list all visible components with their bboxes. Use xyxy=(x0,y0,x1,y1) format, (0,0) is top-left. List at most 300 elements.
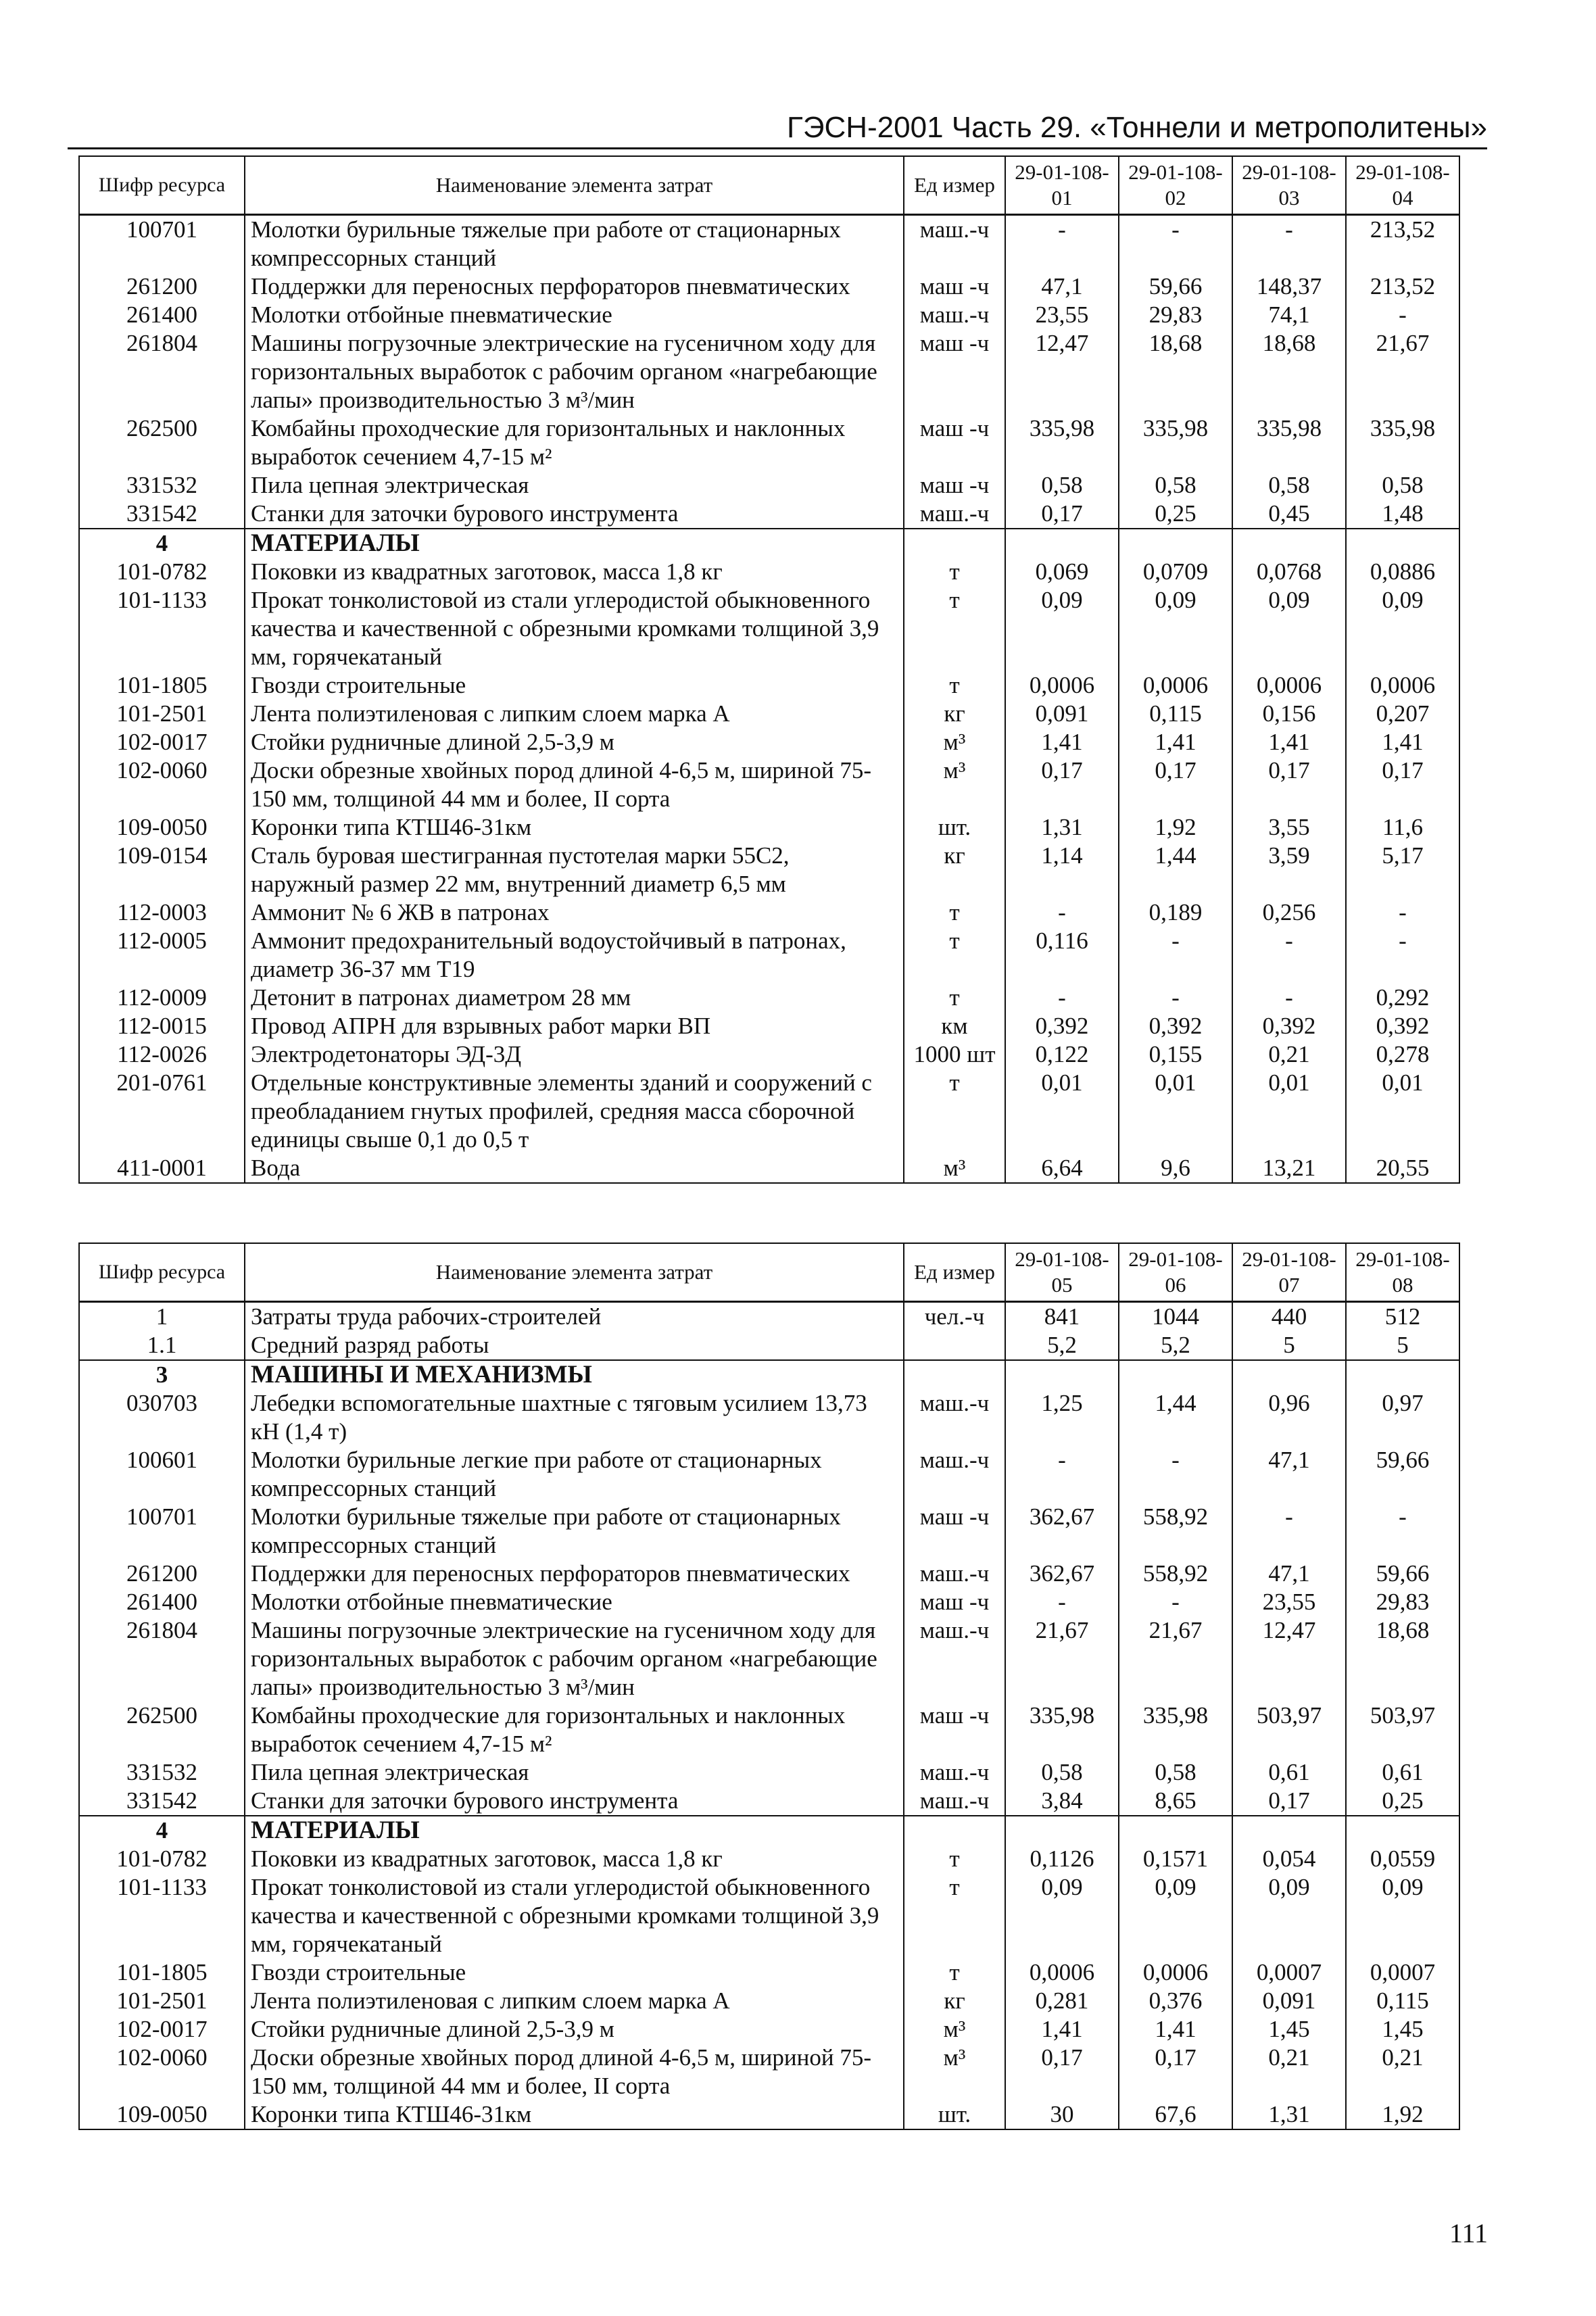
table-row xyxy=(79,558,1459,586)
norm-value-cell: 0,115 xyxy=(1346,1987,1459,2015)
norm-value-cell: 0,069 xyxy=(1005,558,1119,586)
norm-value-cell: 18,68 xyxy=(1346,1616,1459,1702)
norm-value-cell xyxy=(1346,1816,1459,1845)
norm-value-cell: 0,09 xyxy=(1005,586,1119,671)
norm-value-cell: - xyxy=(1232,1503,1346,1560)
norm-value-cell: 0,01 xyxy=(1005,1069,1119,1154)
norm-value-cell: 0,61 xyxy=(1346,1758,1459,1787)
resource-code-cell: 201-0761 xyxy=(79,1069,245,1154)
resource-name-cell: Пила цепная электрическая xyxy=(245,471,904,500)
norm-value-cell: 0,21 xyxy=(1346,2044,1459,2100)
norm-value-cell: 0,0006 xyxy=(1119,1958,1232,1987)
unit-cell: т xyxy=(904,1873,1005,1958)
norm-value-cell: 29,83 xyxy=(1346,1588,1459,1616)
resource-name-cell: Провод АПРН для взрывных работ марки ВП xyxy=(245,1012,904,1040)
resource-code-cell: 411-0001 xyxy=(79,1154,245,1183)
resource-code-cell: 331532 xyxy=(79,471,245,500)
table-row xyxy=(79,927,1459,984)
norm-value-cell: 12,47 xyxy=(1232,1616,1346,1702)
norm-value-cell: 1,45 xyxy=(1346,2015,1459,2044)
column-header-norm-3: 29-01-108-03 xyxy=(1232,156,1346,215)
unit-cell: т xyxy=(904,586,1005,671)
unit-cell: маш -ч xyxy=(904,471,1005,500)
norm-value-cell: 0,17 xyxy=(1119,756,1232,813)
resource-name-cell: Затраты труда рабочих-строителей xyxy=(245,1302,904,1332)
norm-value-cell: 13,21 xyxy=(1232,1154,1346,1183)
table-row xyxy=(79,272,1459,301)
unit-cell: маш.-ч xyxy=(904,301,1005,329)
resource-code-cell: 109-0154 xyxy=(79,842,245,898)
resource-code-cell: 331532 xyxy=(79,1758,245,1787)
column-header-unit: Ед измер xyxy=(904,1243,1005,1302)
norm-value-cell: 9,6 xyxy=(1119,1154,1232,1183)
table-row xyxy=(79,2044,1459,2100)
norm-value-cell: 0,1126 xyxy=(1005,1845,1119,1873)
resource-code-cell: 112-0009 xyxy=(79,984,245,1012)
norm-value-cell: 335,98 xyxy=(1005,1702,1119,1758)
unit-cell: маш.-ч xyxy=(904,1389,1005,1446)
norm-value-cell: 20,55 xyxy=(1346,1154,1459,1183)
column-header-norm-6: 29-01-108-06 xyxy=(1119,1243,1232,1302)
norm-value-cell: 0,0007 xyxy=(1232,1958,1346,1987)
resource-code-cell: 112-0005 xyxy=(79,927,245,984)
resource-table-1 xyxy=(78,155,1460,1184)
table-row xyxy=(79,728,1459,756)
norm-value-cell xyxy=(1005,1360,1119,1389)
norm-value-cell: 0,45 xyxy=(1232,500,1346,529)
norm-value-cell: 0,392 xyxy=(1346,1012,1459,1040)
resource-code-cell: 101-2501 xyxy=(79,700,245,728)
norm-value-cell: 1,31 xyxy=(1005,813,1119,842)
resource-code-cell: 112-0015 xyxy=(79,1012,245,1040)
norm-value-cell: 1,14 xyxy=(1005,842,1119,898)
norm-value-cell: 74,1 xyxy=(1232,301,1346,329)
norm-value-cell: 0,0006 xyxy=(1346,671,1459,700)
norm-value-cell: 59,66 xyxy=(1346,1560,1459,1588)
table-row xyxy=(79,1154,1459,1183)
resource-code-cell: 1 xyxy=(79,1302,245,1332)
norm-value-cell: 1,41 xyxy=(1346,728,1459,756)
resource-name-cell: Поковки из квадратных заготовок, масса 1,8 кг xyxy=(245,558,904,586)
resource-code-cell: 109-0050 xyxy=(79,813,245,842)
norm-value-cell: 0,96 xyxy=(1232,1389,1346,1446)
resource-name-cell: Прокат тонколистовой из стали углеродистой обыкновенного качества и качественной с обрезными кромками толщиной 3,9 мм, горячекатаный xyxy=(245,1873,904,1958)
table-row xyxy=(79,984,1459,1012)
norm-value-cell: 1,31 xyxy=(1232,2100,1346,2129)
norm-value-cell: 0,21 xyxy=(1232,2044,1346,2100)
table-row xyxy=(79,1040,1459,1069)
norm-value-cell: - xyxy=(1005,215,1119,273)
norm-value-cell: 213,52 xyxy=(1346,272,1459,301)
norm-value-cell: 0,58 xyxy=(1005,1758,1119,1787)
resource-code-cell: 4 xyxy=(79,529,245,558)
resource-code-cell: 101-2501 xyxy=(79,1987,245,2015)
resource-code-cell: 262500 xyxy=(79,414,245,471)
resource-name-cell: Гвозди строительные xyxy=(245,1958,904,1987)
norm-value-cell: 0,281 xyxy=(1005,1987,1119,2015)
resource-name-cell: Аммонит предохранительный водоустойчивый в патронах, диаметр 36-37 мм Т19 xyxy=(245,927,904,984)
unit-cell xyxy=(904,1360,1005,1389)
column-header-norm-1: 29-01-108-01 xyxy=(1005,156,1119,215)
resource-code-cell: 100701 xyxy=(79,215,245,273)
page-number: 111 xyxy=(1449,2218,1488,2248)
table-row xyxy=(79,1588,1459,1616)
norm-value-cell: 0,116 xyxy=(1005,927,1119,984)
norm-value-cell: 0,189 xyxy=(1119,898,1232,927)
resource-code-cell: 101-1805 xyxy=(79,1958,245,1987)
section-row xyxy=(79,1360,1459,1389)
norm-value-cell: 1,41 xyxy=(1119,728,1232,756)
unit-cell: т xyxy=(904,898,1005,927)
table-row xyxy=(79,215,1459,273)
column-header-name: Наименование элемента затрат xyxy=(245,1243,904,1302)
column-header-norm-8: 29-01-108-08 xyxy=(1346,1243,1459,1302)
norm-value-cell: 0,01 xyxy=(1346,1069,1459,1154)
resource-code-cell: 102-0060 xyxy=(79,2044,245,2100)
norm-value-cell xyxy=(1119,1360,1232,1389)
unit-cell: кг xyxy=(904,1987,1005,2015)
table-row xyxy=(79,500,1459,529)
table-row xyxy=(79,1389,1459,1446)
unit-cell: м³ xyxy=(904,2015,1005,2044)
norm-value-cell: 0,09 xyxy=(1119,1873,1232,1958)
norm-value-cell: 362,67 xyxy=(1005,1560,1119,1588)
table-row xyxy=(79,1758,1459,1787)
resource-code-cell: 261200 xyxy=(79,1560,245,1588)
norm-value-cell: 0,58 xyxy=(1005,471,1119,500)
resource-name-cell: Лента полиэтиленовая с липким слоем марка А xyxy=(245,700,904,728)
norm-value-cell: - xyxy=(1005,1588,1119,1616)
norm-value-cell: 0,58 xyxy=(1119,471,1232,500)
resource-name-cell: Электродетонаторы ЭД-3Д xyxy=(245,1040,904,1069)
resource-name-cell: Отдельные конструктивные элементы зданий и сооружений с преобладанием гнутых профилей, средняя масса сборочной единицы свыше 0,1 до 0,5 т xyxy=(245,1069,904,1154)
norm-value-cell: 362,67 xyxy=(1005,1503,1119,1560)
norm-value-cell: 0,0006 xyxy=(1005,671,1119,700)
norm-value-cell: 0,207 xyxy=(1346,700,1459,728)
norm-value-cell: - xyxy=(1119,1446,1232,1503)
resource-name-cell: Вода xyxy=(245,1154,904,1183)
norm-value-cell: 0,01 xyxy=(1232,1069,1346,1154)
resource-code-cell: 4 xyxy=(79,1816,245,1845)
norm-value-cell: 0,392 xyxy=(1119,1012,1232,1040)
norm-value-cell: 335,98 xyxy=(1119,414,1232,471)
norm-value-cell: 440 xyxy=(1232,1302,1346,1332)
unit-cell: чел.-ч xyxy=(904,1302,1005,1332)
resource-name-cell: Молотки отбойные пневматические xyxy=(245,1588,904,1616)
norm-value-cell: - xyxy=(1346,301,1459,329)
norm-value-cell: 213,52 xyxy=(1346,215,1459,273)
section-row xyxy=(79,1816,1459,1845)
norm-value-cell: 335,98 xyxy=(1232,414,1346,471)
unit-cell: маш.-ч xyxy=(904,1787,1005,1816)
norm-value-cell: 47,1 xyxy=(1005,272,1119,301)
norm-value-cell: 18,68 xyxy=(1232,329,1346,414)
resource-code-cell: 101-1133 xyxy=(79,1873,245,1958)
resource-code-cell: 101-0782 xyxy=(79,1845,245,1873)
norm-value-cell: 0,17 xyxy=(1005,756,1119,813)
resource-name-cell: Молотки отбойные пневматические xyxy=(245,301,904,329)
norm-value-cell: 5,2 xyxy=(1119,1331,1232,1360)
unit-cell: маш.-ч xyxy=(904,215,1005,273)
table-row xyxy=(79,1331,1459,1360)
table-row xyxy=(79,1446,1459,1503)
resource-name-cell: Детонит в патронах диаметром 28 мм xyxy=(245,984,904,1012)
table-row xyxy=(79,898,1459,927)
norm-value-cell: 0,122 xyxy=(1005,1040,1119,1069)
norm-value-cell: 0,091 xyxy=(1005,700,1119,728)
norm-value-cell: 30 xyxy=(1005,2100,1119,2129)
resource-code-cell: 261400 xyxy=(79,1588,245,1616)
norm-value-cell: 1,44 xyxy=(1119,1389,1232,1446)
resource-name-cell: Стойки рудничные длиной 2,5-3,9 м xyxy=(245,728,904,756)
norm-value-cell: 0,376 xyxy=(1119,1987,1232,2015)
norm-value-cell: 0,054 xyxy=(1232,1845,1346,1873)
norm-value-cell: 0,292 xyxy=(1346,984,1459,1012)
unit-cell: маш -ч xyxy=(904,1702,1005,1758)
norm-value-cell xyxy=(1005,1816,1119,1845)
resource-code-cell: 262500 xyxy=(79,1702,245,1758)
norm-value-cell: 0,0709 xyxy=(1119,558,1232,586)
unit-cell: т xyxy=(904,927,1005,984)
norm-value-cell: 0,17 xyxy=(1119,2044,1232,2100)
norm-value-cell: 67,6 xyxy=(1119,2100,1232,2129)
norm-value-cell: 0,0006 xyxy=(1119,671,1232,700)
resource-code-cell: 3 xyxy=(79,1360,245,1389)
table-row xyxy=(79,813,1459,842)
table-row xyxy=(79,1560,1459,1588)
norm-value-cell: - xyxy=(1346,898,1459,927)
resource-code-cell: 1.1 xyxy=(79,1331,245,1360)
resource-name-cell: Сталь буровая шестигранная пустотелая марки 55С2, наружный размер 22 мм, внутренний диаметр 6,5 мм xyxy=(245,842,904,898)
unit-cell: маш.-ч xyxy=(904,1560,1005,1588)
norm-value-cell: 6,64 xyxy=(1005,1154,1119,1183)
norm-value-cell: 21,67 xyxy=(1005,1616,1119,1702)
table-row xyxy=(79,301,1459,329)
unit-cell: км xyxy=(904,1012,1005,1040)
norm-value-cell: 21,67 xyxy=(1346,329,1459,414)
norm-value-cell: 1,41 xyxy=(1232,728,1346,756)
norm-value-cell: 0,392 xyxy=(1232,1012,1346,1040)
norm-value-cell: 3,84 xyxy=(1005,1787,1119,1816)
norm-value-cell: - xyxy=(1119,1588,1232,1616)
resource-name-cell: Машины погрузочные электрические на гусеничном ходу для горизонтальных выработок с рабочим органом «нагребающие лапы» производительностью 3 м³/мин xyxy=(245,1616,904,1702)
norm-value-cell: - xyxy=(1346,927,1459,984)
resource-name-cell: Гвозди строительные xyxy=(245,671,904,700)
norm-value-cell: 0,091 xyxy=(1232,1987,1346,2015)
resource-code-cell: 101-1133 xyxy=(79,586,245,671)
unit-cell: т xyxy=(904,558,1005,586)
norm-value-cell: 47,1 xyxy=(1232,1446,1346,1503)
norm-value-cell: 0,09 xyxy=(1232,1873,1346,1958)
resource-name-cell: Лебедки вспомогательные шахтные с тяговым усилием 13,73 кН (1,4 т) xyxy=(245,1389,904,1446)
norm-value-cell: 335,98 xyxy=(1005,414,1119,471)
resource-name-cell: Коронки типа КТШ46-31км xyxy=(245,2100,904,2129)
column-header-code: Шифр ресурса xyxy=(79,1243,245,1302)
unit-cell: маш -ч xyxy=(904,414,1005,471)
norm-value-cell: 5,2 xyxy=(1005,1331,1119,1360)
unit-cell: маш.-ч xyxy=(904,1758,1005,1787)
norm-value-cell: 59,66 xyxy=(1119,272,1232,301)
norm-value-cell: 0,17 xyxy=(1232,756,1346,813)
table-header-row xyxy=(79,1243,1459,1302)
resource-name-cell: Коронки типа КТШ46-31км xyxy=(245,813,904,842)
unit-cell xyxy=(904,1331,1005,1360)
unit-cell: кг xyxy=(904,700,1005,728)
norm-value-cell: 0,58 xyxy=(1119,1758,1232,1787)
table-row xyxy=(79,1503,1459,1560)
norm-value-cell: 1,41 xyxy=(1005,2015,1119,2044)
norm-value-cell: 148,37 xyxy=(1232,272,1346,301)
unit-cell xyxy=(904,529,1005,558)
resource-name-cell: Лента полиэтиленовая с липким слоем марка А xyxy=(245,1987,904,2015)
norm-value-cell: 1,45 xyxy=(1232,2015,1346,2044)
resource-code-cell: 261200 xyxy=(79,272,245,301)
resource-name-cell: Стойки рудничные длиной 2,5-3,9 м xyxy=(245,2015,904,2044)
norm-value-cell: 21,67 xyxy=(1119,1616,1232,1702)
table-row xyxy=(79,700,1459,728)
resource-name-cell: Аммонит № 6 ЖВ в патронах xyxy=(245,898,904,927)
unit-cell: маш.-ч xyxy=(904,1616,1005,1702)
norm-value-cell: 335,98 xyxy=(1346,414,1459,471)
resource-table-2 xyxy=(78,1243,1460,2130)
norm-value-cell: 12,47 xyxy=(1005,329,1119,414)
norm-value-cell: - xyxy=(1005,1446,1119,1503)
table-row xyxy=(79,842,1459,898)
norm-value-cell: 0,156 xyxy=(1232,700,1346,728)
norm-value-cell: 0,256 xyxy=(1232,898,1346,927)
norm-value-cell: 0,09 xyxy=(1119,586,1232,671)
norm-value-cell xyxy=(1005,529,1119,558)
unit-cell: маш.-ч xyxy=(904,1446,1005,1503)
column-header-code: Шифр ресурса xyxy=(79,156,245,215)
unit-cell: м³ xyxy=(904,1154,1005,1183)
table-row xyxy=(79,1873,1459,1958)
norm-value-cell: - xyxy=(1119,927,1232,984)
norm-value-cell: 0,17 xyxy=(1232,1787,1346,1816)
table-row xyxy=(79,1069,1459,1154)
table-row xyxy=(79,471,1459,500)
norm-value-cell: - xyxy=(1119,215,1232,273)
norm-value-cell: 0,278 xyxy=(1346,1040,1459,1069)
unit-cell: 1000 шт xyxy=(904,1040,1005,1069)
table-row xyxy=(79,329,1459,414)
resource-code-cell: 100601 xyxy=(79,1446,245,1503)
resource-code-cell: 102-0060 xyxy=(79,756,245,813)
resource-name-cell: Средний разряд работы xyxy=(245,1331,904,1360)
resource-code-cell: 261804 xyxy=(79,329,245,414)
norm-value-cell: 1,25 xyxy=(1005,1389,1119,1446)
norm-value-cell: 0,58 xyxy=(1232,471,1346,500)
table-row xyxy=(79,1787,1459,1816)
norm-value-cell: 3,55 xyxy=(1232,813,1346,842)
resource-name-cell: Молотки бурильные легкие при работе от стационарных компрессорных станций xyxy=(245,1446,904,1503)
norm-value-cell: 0,21 xyxy=(1232,1040,1346,1069)
norm-value-cell: 0,0006 xyxy=(1232,671,1346,700)
norm-value-cell: 503,97 xyxy=(1346,1702,1459,1758)
resource-name-cell: Комбайны проходческие для горизонтальных и наклонных выработок сечением 4,7-15 м² xyxy=(245,414,904,471)
resource-code-cell: 100701 xyxy=(79,1503,245,1560)
page-header xyxy=(68,107,1487,149)
resource-name-cell: МАТЕРИАЛЫ xyxy=(245,1816,904,1845)
norm-value-cell: - xyxy=(1232,215,1346,273)
unit-cell xyxy=(904,1816,1005,1845)
norm-value-cell: 0,25 xyxy=(1119,500,1232,529)
column-header-norm-2: 29-01-108-02 xyxy=(1119,156,1232,215)
norm-value-cell xyxy=(1232,529,1346,558)
norm-value-cell: - xyxy=(1346,1503,1459,1560)
unit-cell: кг xyxy=(904,842,1005,898)
norm-value-cell: 1,92 xyxy=(1346,2100,1459,2129)
norm-value-cell: 558,92 xyxy=(1119,1503,1232,1560)
norm-value-cell: 1,41 xyxy=(1119,2015,1232,2044)
table-row xyxy=(79,756,1459,813)
unit-cell: маш.-ч xyxy=(904,500,1005,529)
resource-name-cell: Поковки из квадратных заготовок, масса 1,8 кг xyxy=(245,1845,904,1873)
resource-name-cell: Молотки бурильные тяжелые при работе от стационарных компрессорных станций xyxy=(245,215,904,273)
norm-value-cell xyxy=(1346,529,1459,558)
norm-value-cell xyxy=(1119,529,1232,558)
norm-value-cell: 0,01 xyxy=(1119,1069,1232,1154)
column-header-norm-7: 29-01-108-07 xyxy=(1232,1243,1346,1302)
norm-value-cell: 0,09 xyxy=(1005,1873,1119,1958)
norm-value-cell: 18,68 xyxy=(1119,329,1232,414)
norm-value-cell: 3,59 xyxy=(1232,842,1346,898)
table-row xyxy=(79,586,1459,671)
norm-value-cell: 0,1571 xyxy=(1119,1845,1232,1873)
section-row xyxy=(79,529,1459,558)
resource-name-cell: Станки для заточки бурового инструмента xyxy=(245,1787,904,1816)
norm-value-cell: 29,83 xyxy=(1119,301,1232,329)
norm-value-cell: 0,09 xyxy=(1346,586,1459,671)
table-row xyxy=(79,1012,1459,1040)
resource-code-cell: 101-1805 xyxy=(79,671,245,700)
table-body xyxy=(79,1302,1459,2130)
unit-cell: шт. xyxy=(904,813,1005,842)
resource-code-cell: 112-0026 xyxy=(79,1040,245,1069)
norm-value-cell: 0,17 xyxy=(1346,756,1459,813)
norm-value-cell: - xyxy=(1005,984,1119,1012)
norm-value-cell: 0,09 xyxy=(1346,1873,1459,1958)
resource-code-cell: 109-0050 xyxy=(79,2100,245,2129)
norm-value-cell: 503,97 xyxy=(1232,1702,1346,1758)
resource-name-cell: МАТЕРИАЛЫ xyxy=(245,529,904,558)
norm-value-cell: - xyxy=(1232,984,1346,1012)
norm-value-cell xyxy=(1346,1360,1459,1389)
norm-value-cell: 1,44 xyxy=(1119,842,1232,898)
norm-value-cell: 0,25 xyxy=(1346,1787,1459,1816)
table-row xyxy=(79,1616,1459,1702)
table-row xyxy=(79,1702,1459,1758)
norm-value-cell: 0,61 xyxy=(1232,1758,1346,1787)
table-body xyxy=(79,215,1459,1184)
unit-cell: т xyxy=(904,984,1005,1012)
resource-name-cell: Комбайны проходческие для горизонтальных и наклонных выработок сечением 4,7-15 м² xyxy=(245,1702,904,1758)
norm-value-cell: 1,41 xyxy=(1005,728,1119,756)
resource-code-cell: 331542 xyxy=(79,500,245,529)
unit-cell: маш -ч xyxy=(904,1503,1005,1560)
unit-cell: маш -ч xyxy=(904,329,1005,414)
norm-value-cell: 0,115 xyxy=(1119,700,1232,728)
unit-cell: маш -ч xyxy=(904,1588,1005,1616)
resource-code-cell: 261400 xyxy=(79,301,245,329)
norm-value-cell: 0,09 xyxy=(1232,586,1346,671)
norm-value-cell: 0,17 xyxy=(1005,500,1119,529)
norm-value-cell: - xyxy=(1119,984,1232,1012)
resource-code-cell: 102-0017 xyxy=(79,728,245,756)
norm-value-cell: 0,155 xyxy=(1119,1040,1232,1069)
norm-value-cell: 0,0768 xyxy=(1232,558,1346,586)
unit-cell: т xyxy=(904,671,1005,700)
